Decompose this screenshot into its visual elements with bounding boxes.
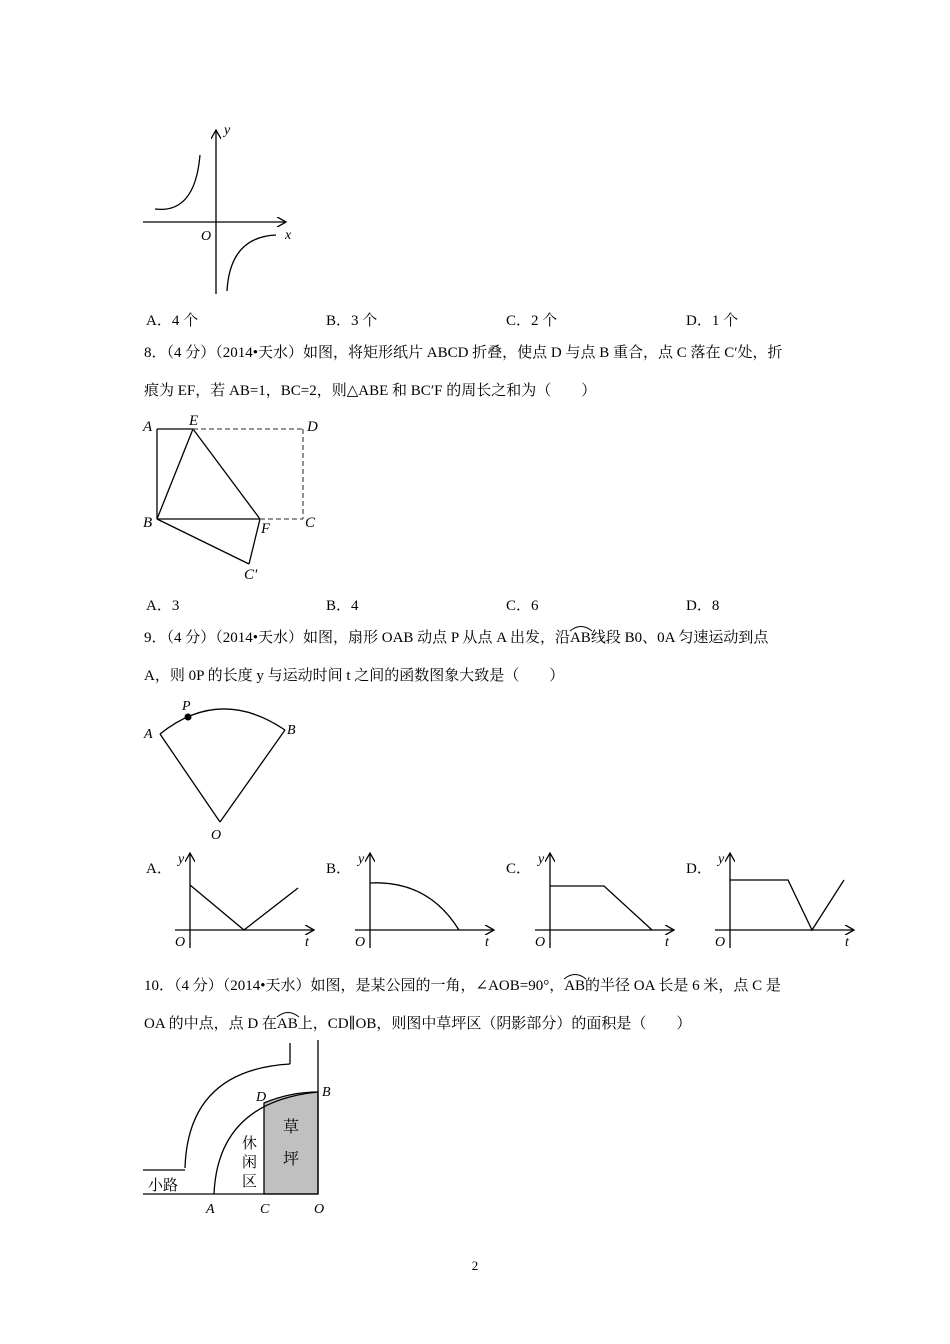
q9-graph-b[interactable] [348, 850, 498, 950]
origin-label: O [201, 229, 212, 244]
label-A: A [144, 727, 153, 742]
y-label: y [224, 123, 231, 138]
q8-option-b[interactable]: B．4 [326, 598, 359, 614]
svg-text:t: t [305, 935, 309, 950]
label-D: D [256, 1090, 267, 1105]
q9-option-b[interactable]: B． [326, 861, 352, 877]
x-label: x [285, 228, 292, 243]
label-C: C [260, 1202, 270, 1217]
label-B: B [322, 1085, 331, 1100]
q8-text-line1: 8．（4 分）（2014•天水）如图，将矩形纸片 ABCD 折叠，使点 D 与点 B 重合，点 C 落在 C′处，折 [144, 345, 783, 361]
q9-text-line2: A，则 0P 的长度 y 与运动时间 t 之间的函数图象大致是（ ） [144, 668, 565, 684]
q7-option-d[interactable]: D．1 个 [686, 313, 739, 329]
label-A: A [143, 419, 153, 435]
lawn-label-1: 草 [283, 1117, 300, 1136]
q9-graph-c[interactable] [528, 850, 678, 950]
point-p [185, 714, 192, 721]
road-label: 小路 [148, 1176, 179, 1194]
label-D: D [307, 419, 318, 435]
q7-option-c[interactable]: C．2 个 [506, 313, 558, 329]
q8-option-c[interactable]: C．6 [506, 598, 539, 614]
lawn-region [264, 1092, 318, 1194]
q7-hyperbola-figure [140, 122, 310, 300]
label-O: O [314, 1202, 325, 1217]
svg-text:O: O [355, 935, 366, 950]
q9-option-a[interactable]: A． [146, 861, 172, 877]
svg-text:y: y [178, 852, 185, 867]
svg-text:y: y [538, 852, 545, 867]
hyperbola-branch-left [155, 155, 200, 209]
label-F: F [261, 521, 271, 537]
svg-text:O: O [175, 935, 186, 950]
svg-text:y: y [718, 852, 725, 867]
q9-sector-figure [140, 696, 310, 846]
svg-text:t: t [485, 935, 489, 950]
q9-option-d[interactable]: D． [686, 861, 712, 877]
q9-text-line1: 9．（4 分）（2014•天水）如图，扇形 OAB 动点 P 从点 A 出发，沿 AB线段 B0、0A 匀速运动到点 [144, 626, 768, 647]
q9-option-c[interactable]: C． [506, 861, 532, 877]
label-P: P [182, 699, 191, 714]
q8-fold-figure [140, 412, 340, 586]
q7-option-a[interactable]: A．4 个 [146, 313, 199, 329]
q8-text-line2: 痕为 EF，若 AB=1，BC=2，则△ABE 和 BC′F 的周长之和为（ ） [144, 383, 597, 399]
q8-option-d[interactable]: D．8 [686, 598, 720, 614]
q10-text-line1: 10．（4 分）（2014•天水）如图，是某公园的一角，∠AOB=90°， AB的半径 OA 长是 6 米，点 C 是 [144, 974, 781, 995]
q7-option-b[interactable]: B．3 个 [326, 313, 378, 329]
label-B: B [143, 515, 153, 531]
label-E: E [189, 413, 199, 429]
lawn-label-2: 坪 [283, 1149, 300, 1168]
svg-text:O: O [535, 935, 546, 950]
label-O: O [211, 828, 222, 843]
rest-label-1: 休 [242, 1134, 258, 1152]
rest-label-2: 闲 [242, 1153, 258, 1171]
q9-graph-d[interactable] [708, 850, 858, 950]
svg-text:O: O [715, 935, 726, 950]
label-C-prime: C′ [244, 567, 258, 583]
svg-text:y: y [358, 852, 365, 867]
svg-text:t: t [665, 935, 669, 950]
q8-option-a[interactable]: A．3 [146, 598, 180, 614]
arc-ab-notation: AB [570, 630, 591, 647]
page-number: 2 [471, 1258, 479, 1273]
q10-text-line2: OA 的中点，点 D 在 AB上，CD∥OB，则图中草坪区（阴影部分）的面积是（ ） [144, 1012, 691, 1033]
svg-text:t: t [845, 935, 849, 950]
label-C: C [305, 515, 316, 531]
label-A: A [206, 1202, 215, 1217]
rest-label-3: 区 [242, 1172, 258, 1190]
arc-ab-notation: AB [564, 978, 585, 995]
label-B: B [287, 723, 296, 738]
q10-park-figure [140, 1040, 350, 1220]
q9-graph-a[interactable] [168, 850, 318, 950]
hyperbola-branch-right [227, 235, 276, 291]
arc-ab-notation: AB [277, 1016, 298, 1033]
